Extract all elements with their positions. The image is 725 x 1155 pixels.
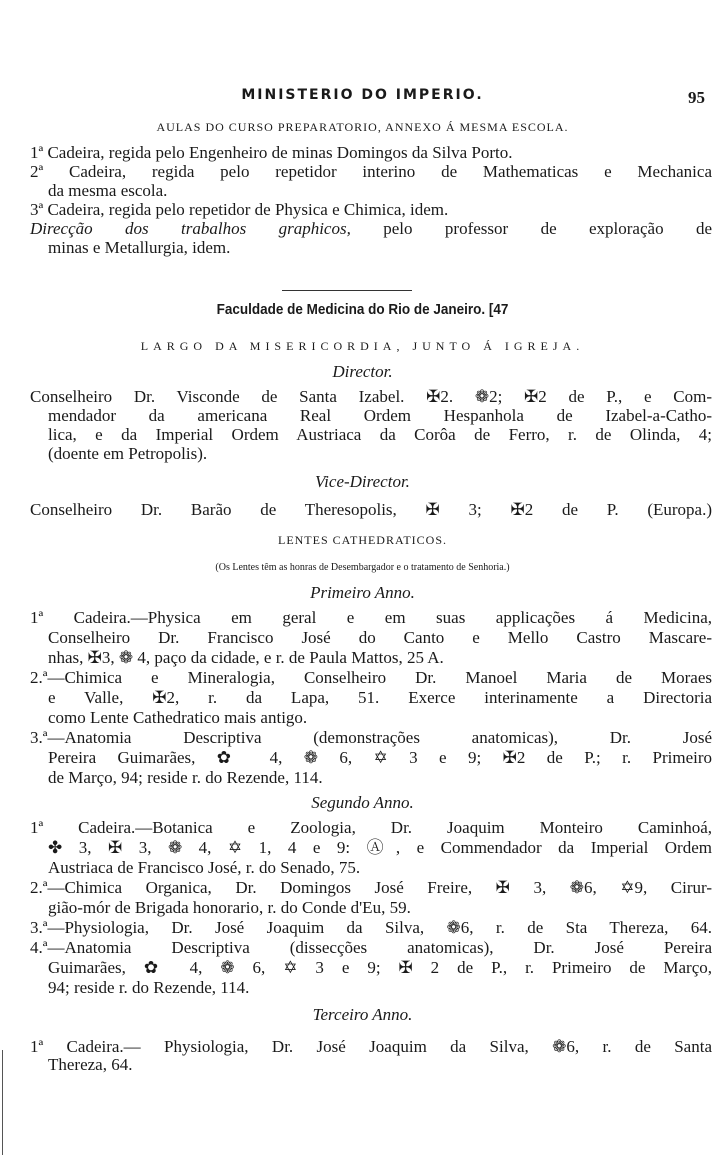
list-item-line: minas e Metallurgia, idem. [48,238,231,257]
lentes-note: (Os Lentes têm as honras de Desembargador e o tratamento de Senhoria.) [215,562,510,573]
segundo-anno-line: 1ª Cadeira.—Botanica e Zoologia, Dr. Joaquim Monteiro Caminhoá, [30,818,712,837]
segundo-anno-line: 4.ª—Anatomia Descriptiva (dissecções anatomicas), Dr. José Pereira [30,938,712,957]
director-line: Conselheiro Dr. Visconde de Santa Izabel. ✠2. ❁2; ✠2 de P., e Com- [30,387,712,406]
director-line: (doente em Petropolis). [48,444,208,463]
scan-edge-line [2,1050,3,1155]
section-subtitle: AULAS DO CURSO PREPARATORIO, ANNEXO Á MESMA ESCOLA. [156,120,569,134]
primeiro-anno-heading: Primeiro Anno. [310,583,415,602]
lentes-heading: LENTES CATHEDRATICOS. [277,533,447,547]
primeiro-anno-line: Pereira Guimarães, ✿ 4, ❁ 6, ✡ 3 e 9; ✠2 de P.; r. Primeiro [48,748,712,767]
segundo-anno-line: 3.ª—Physiologia, Dr. José Joaquim da Silva, ❁6, r. de Sta Thereza, 64. [30,918,712,937]
page-number: 95 [688,88,705,107]
segundo-anno-line: Austriaca de Francisco José, r. do Senado, 75. [48,858,361,877]
terceiro-anno-line: 1ª Cadeira.— Physiologia, Dr. José Joaquim da Silva, ❁6, r. de Santa [30,1037,712,1056]
primeiro-anno-line: nhas, ✠3, ❁ 4, paço da cidade, e r. de Paula Mattos, 25 A. [48,648,444,667]
primeiro-anno-line: e Valle, ✠2, r. da Lapa, 51. Exerce interinamente a Directoria [48,688,712,707]
list-item-line: 1ª Cadeira, regida pelo Engenheiro de minas Domingos da Silva Porto. [30,143,513,162]
segundo-anno-line: ✤ 3, ✠ 3, ❁ 4, ✡ 1, 4 e 9: Ⓐ, e Commendador da Imperial Ordem [48,838,712,857]
terceiro-anno-line: Thereza, 64. [48,1055,133,1074]
director-heading: Director. [332,362,393,381]
direccao-italic: Direcção dos trabalhos graphicos, [30,219,351,238]
primeiro-anno-line: 3.ª—Anatomia Descriptiva (demonstrações anatomicas), Dr. José [30,728,712,747]
direccao-rest: pelo professor de exploração de [383,219,713,238]
section-divider [282,290,412,291]
vice-director-heading: Vice-Director. [315,472,410,491]
segundo-anno-line: 94; reside r. do Rezende, 114. [48,978,250,997]
direccao-line [30,219,712,238]
page-header: MINISTERIO DO IMPERIO. [241,87,484,103]
primeiro-anno-line: Conselheiro Dr. Francisco José do Canto e Mello Castro Mascare- [48,628,712,647]
segundo-anno-line: Guimarães, ✿ 4, ❁ 6, ✡ 3 e 9; ✠ 2 de P., r. Primeiro de Março, [48,958,712,977]
list-item-line: da mesma escola. [48,181,168,200]
segundo-anno-line: gião-mór de Brigada honorario, r. do Conde d'Eu, 59. [48,898,411,917]
segundo-anno-heading: Segundo Anno. [311,793,414,812]
list-item-line: 3ª Cadeira, regida pelo repetidor de Physica e Chimica, idem. [30,200,449,219]
terceiro-anno-heading: Terceiro Anno. [312,1005,413,1024]
director-line: lica, e da Imperial Ordem Austriaca da Corôa de Ferro, r. de Olinda, 4; [48,425,712,444]
director-line: mendador da americana Real Ordem Hespanhola de Izabel-a-Catho- [48,406,712,425]
faculty-title: Faculdade de Medicina do Rio de Janeiro. [47 [216,301,509,318]
primeiro-anno-line: 2.ª—Chimica e Mineralogia, Conselheiro Dr. Manoel Maria de Moraes [30,668,712,687]
vice-director-line: Conselheiro Dr. Barão de Theresopolis, ✠ 3; ✠2 de P. (Europa.) [30,500,712,519]
list-item-line: 2ª Cadeira, regida pelo repetidor interino de Mathematicas e Mechanica [30,162,712,181]
faculty-address: LARGO DA MISERICORDIA, JUNTO Á IGREJA. [140,339,585,353]
primeiro-anno-line: de Março, 94; reside r. do Rezende, 114. [48,768,323,787]
primeiro-anno-line: como Lente Cathedratico mais antigo. [48,708,308,727]
segundo-anno-line: 2.ª—Chimica Organica, Dr. Domingos José Freire, ✠ 3, ❁6, ✡9, Cirur- [30,878,712,897]
primeiro-anno-line: 1ª Cadeira.—Physica em geral e em suas applicações á Medicina, [30,608,712,627]
